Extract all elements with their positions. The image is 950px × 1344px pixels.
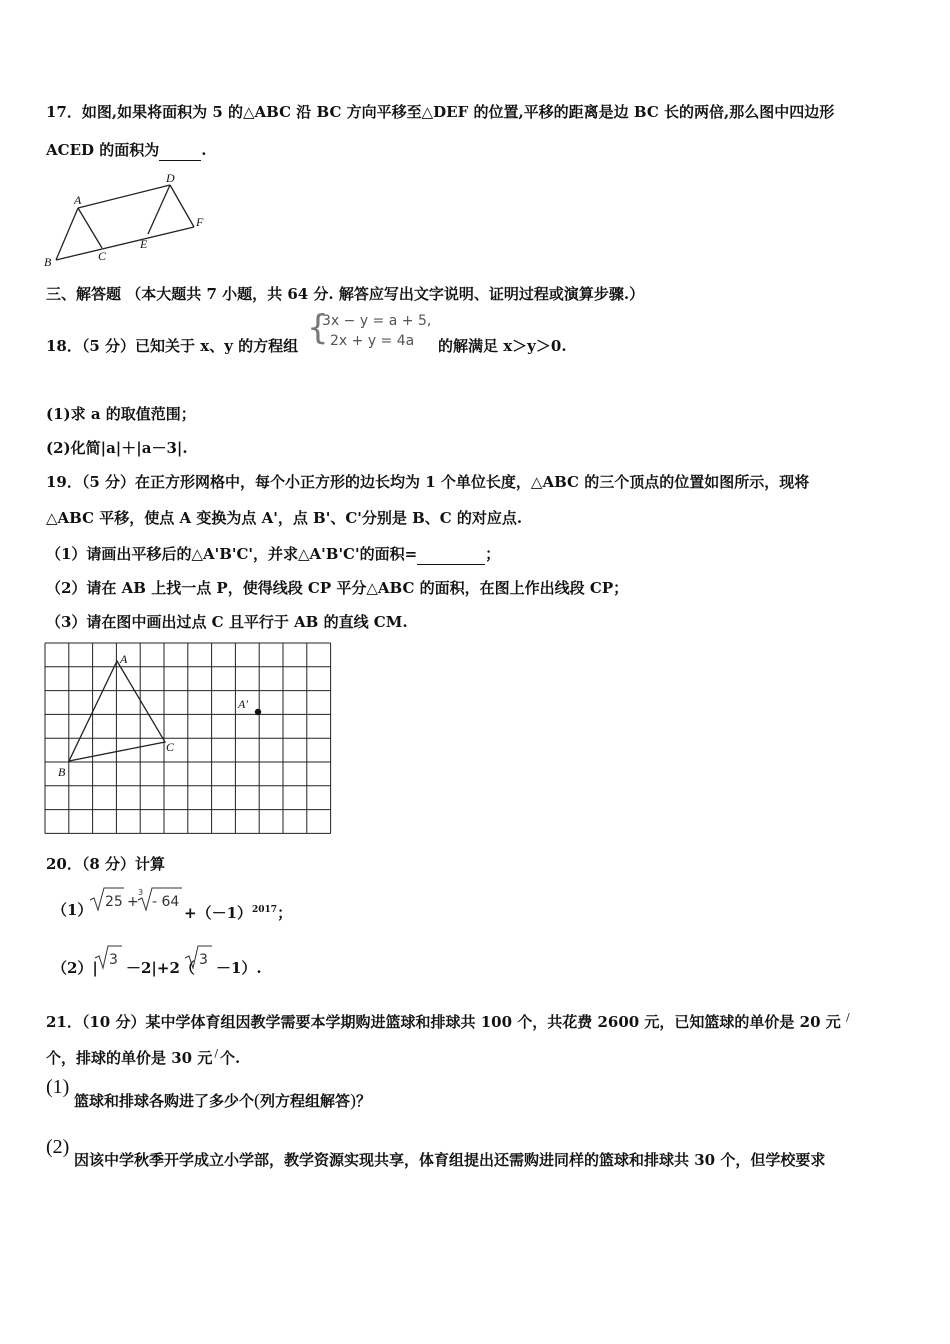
- q21-p2-number: (2): [46, 1136, 70, 1158]
- q20-p1-radicals: [88, 884, 184, 916]
- q20-part1: [52, 900, 92, 920]
- p1-cbrt-radicand: - 64: [152, 894, 180, 910]
- grid-lines: [45, 643, 331, 833]
- q18-part2: (2)化简|a|＋|a－3|.: [46, 439, 188, 457]
- label-e: E: [140, 237, 148, 251]
- q17-line2-prefix: ACED 的面积为: [46, 141, 160, 159]
- segment-df: [170, 185, 194, 227]
- q17-parallelogram-figure: [40, 168, 215, 268]
- q21-line2: [46, 1044, 240, 1068]
- triangle-abc: [69, 661, 165, 761]
- q17-line1: 17．如图,如果将面积为 5 的△ABC 沿 BC 方向平移至△DEF 的位置,平移的距离是边 BC 长的两倍,那么图中四边形: [46, 103, 835, 121]
- q18-part1: (1)求 a 的取值范围；: [46, 405, 196, 423]
- q18-eq1: 3x − y = a + 5,: [322, 313, 432, 329]
- q20-p1-label: （1）: [52, 901, 93, 919]
- q20-part2-label: （2）|: [52, 959, 98, 977]
- q19-square-grid: [40, 638, 340, 838]
- q20-part2-end: －1）.: [216, 959, 262, 977]
- q21-line2-prefix: 个，排球的单价是 30 元: [46, 1049, 213, 1067]
- q19-part2: （2）请在 AB 上找一点 P，使得线段 CP 平分△ABC 的面积，在图上作出线段 CP；: [46, 579, 629, 597]
- q18-suffix: 的解满足 x＞y＞0.: [438, 337, 567, 355]
- segment-bf: [56, 227, 194, 260]
- q18-prefix: 18．（5 分）已知关于 x、y 的方程组: [46, 337, 299, 355]
- q21-p1-number: (1): [46, 1076, 70, 1098]
- q17-line2: [46, 140, 206, 161]
- q21-p1-paren-close: ): [350, 1090, 357, 1110]
- segment-ed: [148, 185, 170, 234]
- p1-sqrt-radicand: 25: [105, 894, 123, 910]
- q21-line2-suffix: 个.: [220, 1049, 241, 1067]
- q19-part1: [46, 544, 500, 565]
- q20-p2-sqrt2: [184, 942, 214, 974]
- grid-label-b: B: [58, 765, 66, 779]
- p2-sqrt1-radicand: 3: [109, 952, 118, 968]
- q20-p1-rest: +（－1）: [184, 904, 253, 922]
- q17-line2-suffix: .: [201, 141, 207, 159]
- grid-label-a: A: [120, 652, 128, 666]
- grid-label-a-prime: A′: [238, 697, 248, 711]
- label-f: F: [196, 215, 204, 229]
- label-b: B: [44, 255, 52, 268]
- q19-area-blank: [417, 544, 485, 565]
- q19-part1-suffix: ；: [485, 545, 501, 563]
- grid-label-c: C: [166, 740, 175, 754]
- q20-p2-sqrt1: [94, 942, 124, 974]
- p1-plus: +: [127, 894, 139, 910]
- segment-ba: [56, 208, 78, 260]
- q20-part1-rest: [184, 900, 292, 923]
- q21-line1: [46, 1008, 850, 1032]
- q19-part3: （3）请在图中画出过点 C 且平行于 AB 的直线 CM.: [46, 613, 408, 631]
- segment-ad: [78, 185, 170, 208]
- q20-part2-mid: －2|+2（: [126, 959, 195, 977]
- q21-p1-prefix: 篮球和排球各购进了多少个: [74, 1092, 255, 1110]
- segment-ac: [78, 208, 102, 248]
- q21-p1-paren-open: (: [254, 1090, 261, 1110]
- label-c: C: [98, 249, 107, 263]
- q21-slash1: /: [845, 1011, 850, 1024]
- q20-heading: 20．（8 分）计算: [46, 855, 166, 873]
- section3-heading: 三、解答题 （本大题共 7 小题，共 64 分. 解答应写出文字说明、证明过程或演算步骤.）: [46, 285, 645, 303]
- point-a-prime: [255, 709, 261, 715]
- p1-cbrt-index: 3: [138, 888, 144, 897]
- p2-sqrt2-radicand: 3: [199, 952, 208, 968]
- q21-p1-middle: 列方程组解答: [260, 1092, 351, 1110]
- q21-line1-text: 21．（10 分）某中学体育组因教学需要本学期购进篮球和排球共 100 个，共花费 2600 元，已知篮球的单价是 20 元: [46, 1013, 841, 1031]
- q19-part1-prefix: （1）请画出平移后的△A'B'C'，并求△A'B'C'的面积=: [46, 545, 418, 563]
- q18-eq2: 2x + y = 4a: [330, 333, 415, 349]
- q20-p1-exponent: 2017: [252, 905, 278, 915]
- q21-part1: [74, 1090, 371, 1111]
- q21-slash2: /: [214, 1047, 219, 1060]
- q19-line2: △ABC 平移，使点 A 变换为点 A'，点 B'、C'分别是 B、C 的对应点.: [46, 509, 523, 527]
- q17-answer-blank: [159, 140, 201, 161]
- q19-line1: 19．（5 分）在正方形网格中，每个小正方形的边长均为 1 个单位长度，△ABC 的三个顶点的位置如图所示，现将: [46, 473, 810, 491]
- q18-brace-icon: {: [307, 308, 329, 348]
- label-d: D: [166, 171, 175, 185]
- q21-part2: 因该中学秋季开学成立小学部，教学资源实现共享，体育组提出还需购进同样的篮球和排球共 30 个，但学校要求: [74, 1151, 826, 1169]
- q21-p1-end: ？: [356, 1092, 372, 1110]
- q20-p1-end: ；: [277, 904, 293, 922]
- label-a: A: [74, 193, 82, 207]
